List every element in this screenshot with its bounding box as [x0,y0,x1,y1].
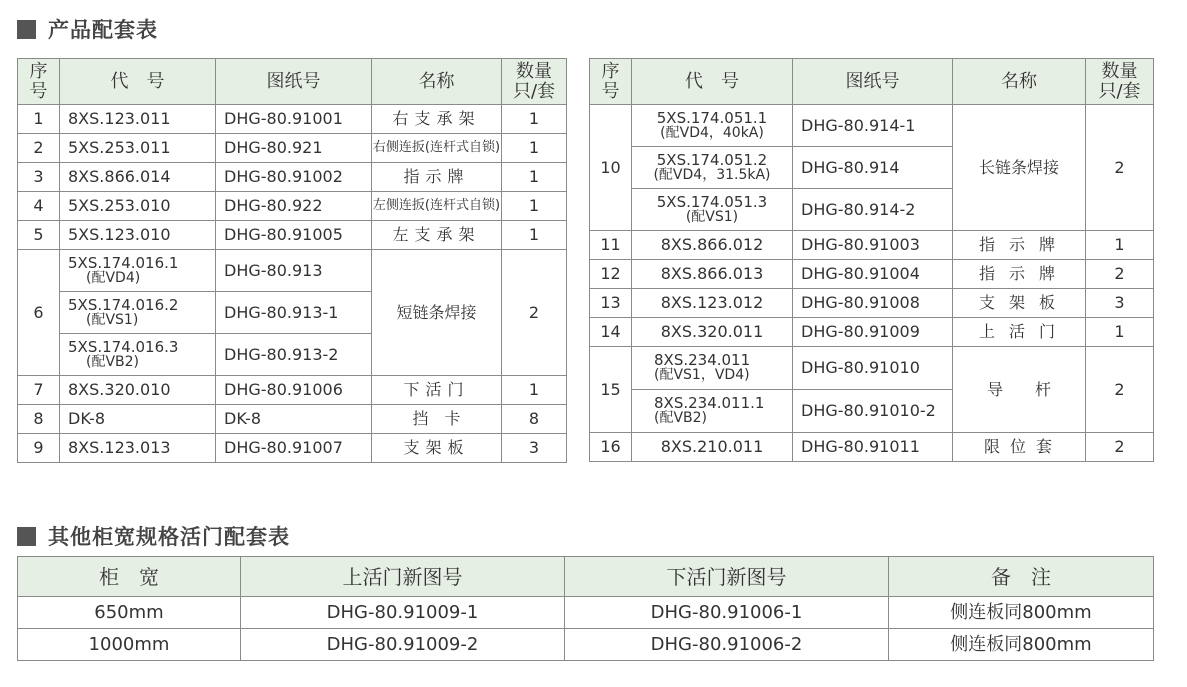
section-title-text: 其他柜宽规格活门配套表 [48,525,290,549]
header-drawing: 图纸号 [793,59,953,105]
table-row: 5XS.174.016.3 (配VB2) DHG-80.913-2 [18,334,567,376]
table-header-row [590,59,1154,105]
header-cabinet-width: 柜 宽 [18,557,241,597]
header-upper-door: 上活门新图号 [241,557,565,597]
table-row: 8 DK-8 DK-8 挡 卡 8 [18,405,567,434]
table-row: 5XS.174.051.3 (配VS1) DHG-80.914-2 [590,189,1154,231]
header-qty: 数量 只/套 [1086,59,1154,105]
header-drawing: 图纸号 [216,59,372,105]
table-row: 6 5XS.174.016.1 (配VD4) DHG-80.913 短链条焊接 2 [18,250,567,292]
table-row: 1 8XS.123.011 DHG-80.91001 右支承架 1 [18,105,567,134]
table-row: 8XS.234.011.1 (配VB2) DHG-80.91010-2 [590,390,1154,433]
table-header-row [18,557,1154,597]
header-seq: 序 号 [18,59,60,105]
table-row: 4 5XS.253.010 DHG-80.922 左侧连扳(连杆式自锁) 1 [18,192,567,221]
table-row: 5 5XS.123.010 DHG-80.91005 左支承架 1 [18,221,567,250]
header-name: 名称 [953,59,1086,105]
parts-table-right [589,58,1154,462]
square-bullet-icon [17,527,36,546]
square-bullet-icon [17,20,36,39]
parts-table-left [17,58,567,463]
header-note: 备 注 [889,557,1154,597]
header-code: 代 号 [60,59,216,105]
header-seq: 序 号 [590,59,632,105]
table-row: 11 8XS.866.012 DHG-80.91003 指示牌 1 [590,231,1154,260]
section-title-products [17,14,158,44]
table-header-row [18,59,567,105]
header-name: 名称 [372,59,502,105]
table-row: 12 8XS.866.013 DHG-80.91004 指示牌 2 [590,260,1154,289]
table-row: 13 8XS.123.012 DHG-80.91008 支架板 3 [590,289,1154,318]
table-row: 5XS.174.051.2 (配VD4，31.5kA) DHG-80.914 [590,147,1154,189]
section-title-text: 产品配套表 [48,18,158,42]
table-row: 1000mm DHG-80.91009-2 DHG-80.91006-2 侧连板同800mm [18,629,1154,661]
section-title-door-widths [17,521,290,551]
table-row: 3 8XS.866.014 DHG-80.91002 指示牌 1 [18,163,567,192]
table-row: 15 8XS.234.011 (配VS1，VD4) DHG-80.91010 导 杆 2 [590,347,1154,390]
table-row: 10 5XS.174.051.1 (配VD4，40kA) DHG-80.914-1 长链条焊接 2 [590,105,1154,147]
table-row: 2 5XS.253.011 DHG-80.921 右侧连扳(连杆式自锁) 1 [18,134,567,163]
table-row: 9 8XS.123.013 DHG-80.91007 支架板 3 [18,434,567,463]
header-code: 代 号 [632,59,793,105]
table-row: 16 8XS.210.011 DHG-80.91011 限位套 2 [590,433,1154,462]
table-row: 7 8XS.320.010 DHG-80.91006 下活门 1 [18,376,567,405]
table-row: 14 8XS.320.011 DHG-80.91009 上活门 1 [590,318,1154,347]
header-lower-door: 下活门新图号 [565,557,889,597]
table-row: 5XS.174.016.2 (配VS1) DHG-80.913-1 [18,292,567,334]
header-qty: 数量 只/套 [502,59,567,105]
door-width-table [17,556,1154,661]
table-row: 650mm DHG-80.91009-1 DHG-80.91006-1 侧连板同800mm [18,597,1154,629]
